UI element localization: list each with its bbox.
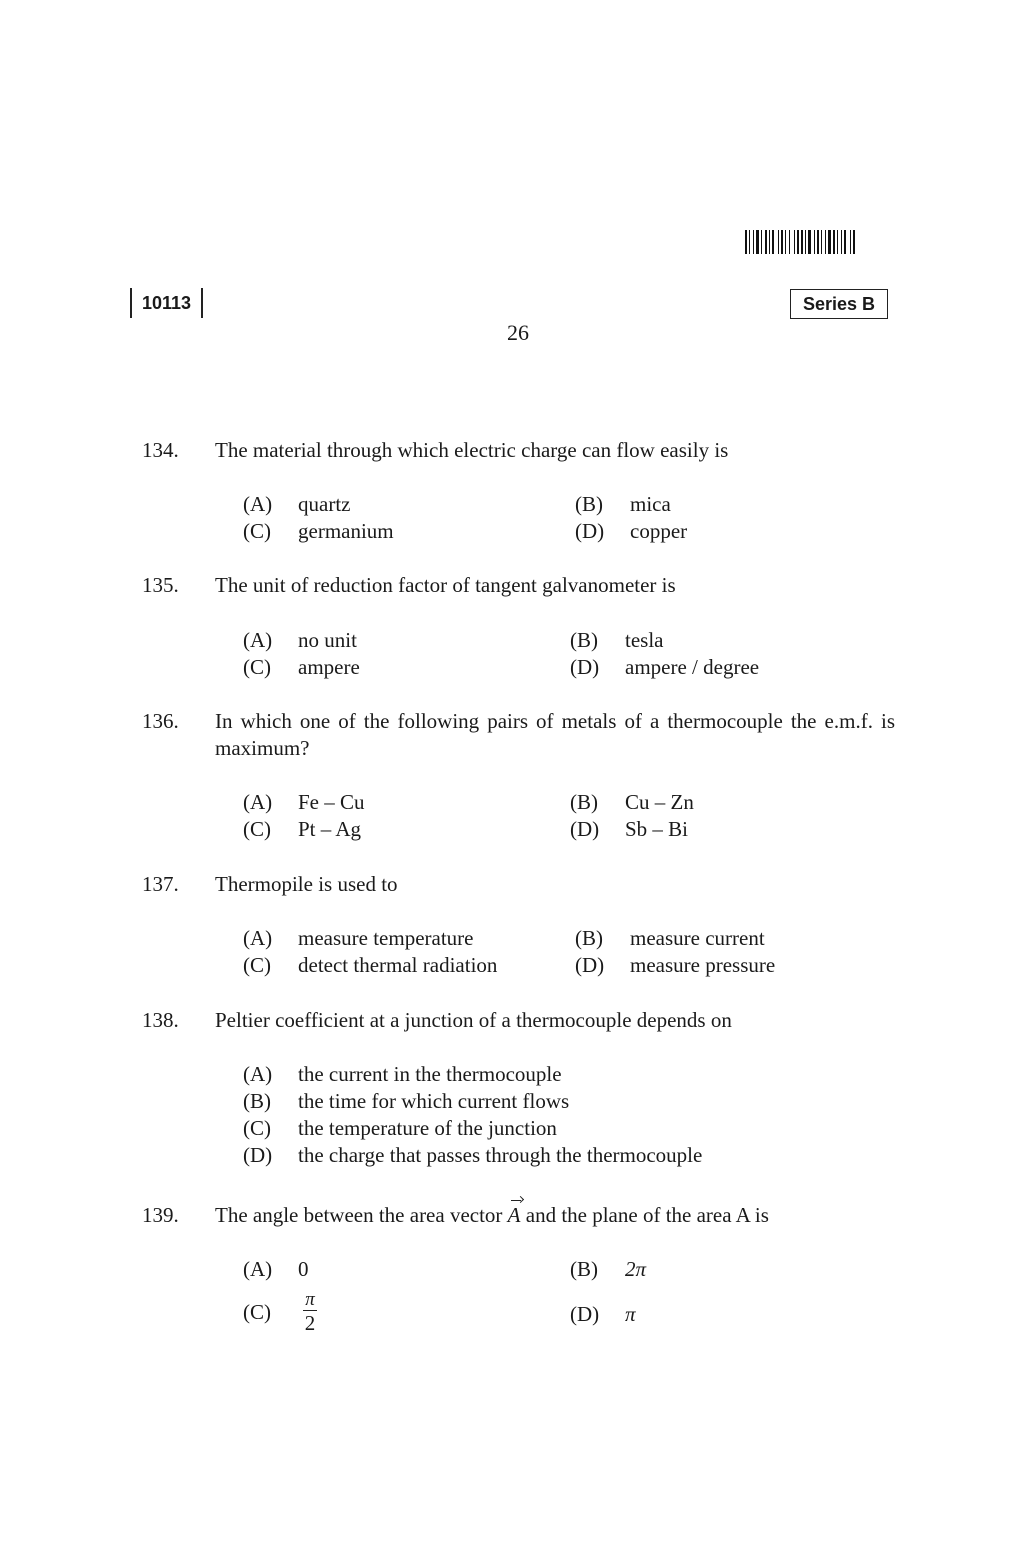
barcode-image: [745, 230, 905, 254]
question-text: In which one of the following pairs of metals of a thermocouple the e.m.f. is maximum?: [215, 709, 895, 760]
option-b: (B) measure current: [575, 926, 765, 950]
option-d: (D) ampere / degree: [570, 655, 760, 679]
option-d: (D) π: [570, 1302, 636, 1326]
option-c: (C) $\frac{\pi}{2}$: [243, 1289, 316, 1335]
option-a: (A) 0: [243, 1257, 309, 1281]
page-number: 26: [507, 320, 529, 345]
option-d: (D) Sb – Bi: [570, 817, 689, 841]
question-text: The material through which electric charge can flow easily is: [215, 438, 729, 462]
option-b: (B) Cu – Zn: [570, 790, 694, 814]
question-text: The angle between the area vector A and the plane of the area A is: [215, 1203, 769, 1227]
option-d: (D) the charge that passes through the thermocouple: [243, 1143, 703, 1167]
option-b: (B) the time for which current flows: [243, 1089, 570, 1113]
question-number: 135.: [142, 573, 179, 597]
option-a: (A) quartz: [243, 492, 351, 516]
question-text: The unit of reduction factor of tangent galvanometer is: [215, 573, 676, 597]
pi-over-2-fraction: $\frac{\pi}{2}$: [304, 1289, 316, 1335]
series-label: Series B: [803, 294, 876, 314]
option-d: (D) copper: [575, 519, 688, 543]
option-b: (B) mica: [575, 492, 671, 516]
option-a: (A) Fe – Cu: [243, 790, 365, 814]
vector-a-symbol: A: [507, 1203, 521, 1227]
question-number: 138.: [142, 1008, 179, 1032]
question-text: Thermopile is used to: [215, 872, 398, 896]
option-a: (A) measure temperature: [243, 926, 474, 950]
question-number: 137.: [142, 872, 179, 896]
paper-code-box: [130, 288, 203, 318]
paper-code: 10113: [142, 293, 192, 313]
question-number: 139.: [142, 1203, 179, 1227]
question-number: 136.: [142, 709, 179, 733]
question-text: Peltier coefficient at a junction of a thermocouple depends on: [215, 1008, 732, 1032]
question-number: 134.: [142, 438, 179, 462]
option-c: (C) Pt – Ag: [243, 817, 362, 841]
option-c: (C) germanium: [243, 519, 394, 543]
option-b: (B) tesla: [570, 628, 664, 652]
option-a: (A) no unit: [243, 628, 357, 652]
series-box: [790, 289, 888, 319]
option-b: (B) 2π: [570, 1257, 647, 1281]
option-a: (A) the current in the thermocouple: [243, 1062, 562, 1086]
option-c: (C) ampere: [243, 655, 360, 679]
option-c: (C) detect thermal radiation: [243, 953, 498, 977]
option-c: (C) the temperature of the junction: [243, 1116, 557, 1140]
option-d: (D) measure pressure: [575, 953, 776, 977]
